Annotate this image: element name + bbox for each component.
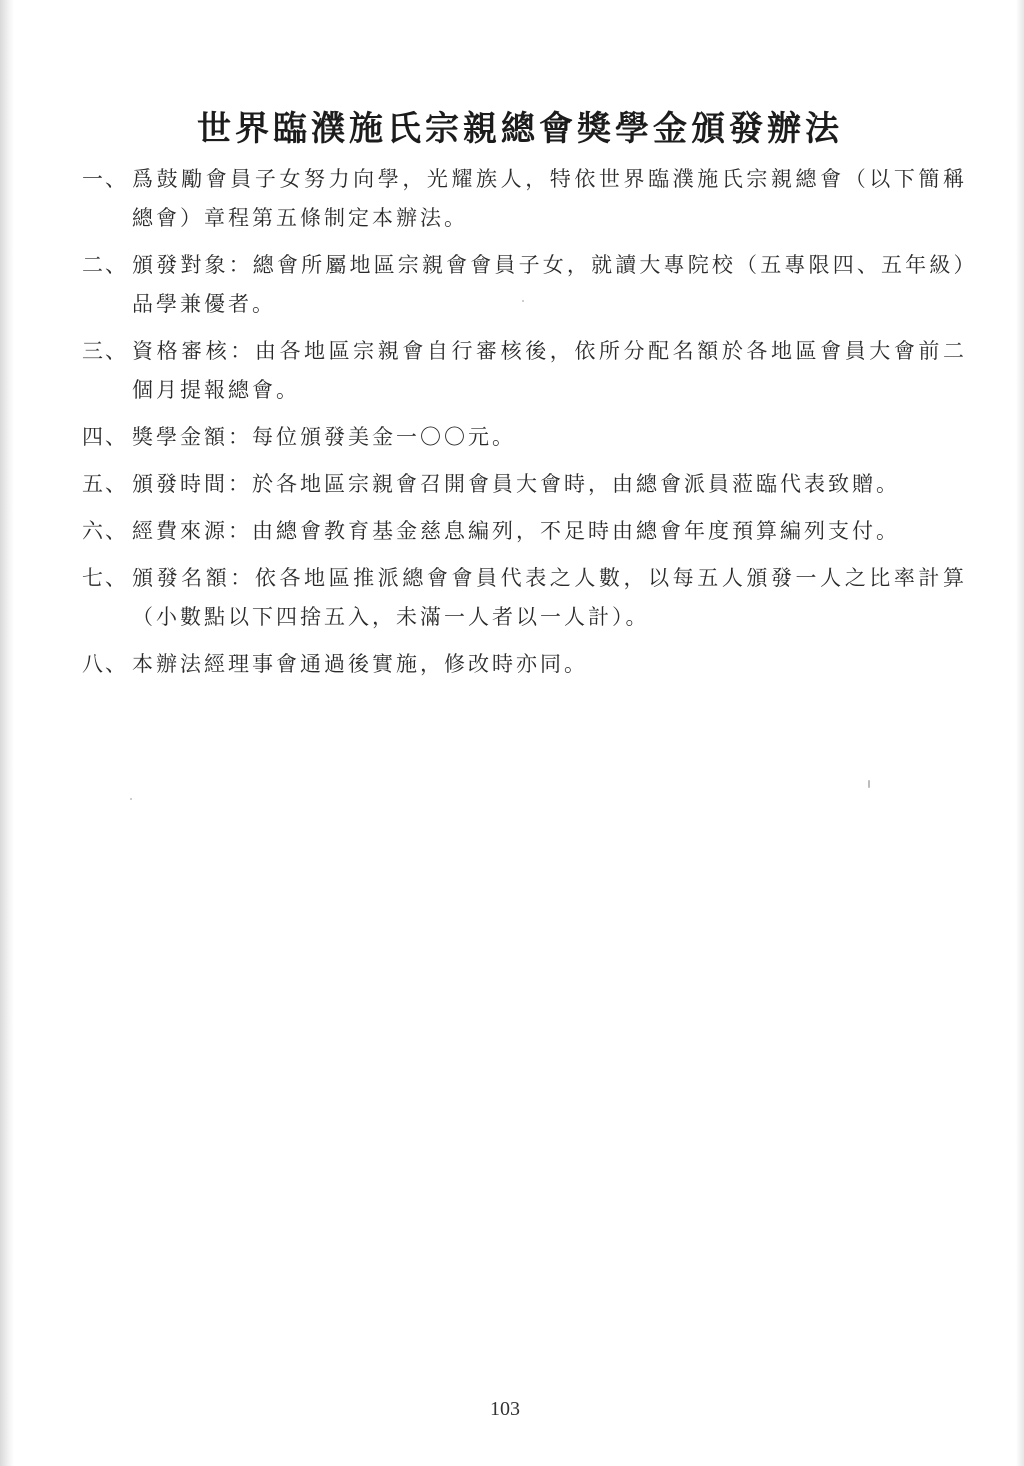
article-list bbox=[82, 160, 967, 692]
article-item bbox=[82, 645, 967, 684]
scan-speck bbox=[130, 798, 132, 800]
document-title: 世界臨濮施氏宗親總會獎學金頒發辦法 bbox=[197, 108, 843, 149]
article-number: 八、 bbox=[82, 652, 128, 676]
article-number: 七、 bbox=[82, 566, 128, 590]
article-text: 獎學金額：每位頒發美金一〇〇元。 bbox=[132, 425, 516, 449]
article-number: 五、 bbox=[82, 472, 128, 496]
article-number: 六、 bbox=[82, 519, 128, 543]
article-item bbox=[82, 418, 967, 457]
page-right-shadow bbox=[1016, 0, 1024, 1466]
article-item bbox=[82, 559, 967, 637]
page-left-shadow bbox=[0, 0, 14, 1466]
scan-speck bbox=[868, 780, 870, 788]
article-text: 頒發時間：於各地區宗親會召開會員大會時，由總會派員蒞臨代表致贈。 bbox=[132, 472, 900, 496]
article-item bbox=[82, 332, 967, 410]
article-text: 頒發對象：總會所屬地區宗親會會員子女，就讀大專院校（五專限四、五年級）品學兼優者。 bbox=[132, 253, 967, 316]
page-number: 103 bbox=[490, 1398, 520, 1420]
article-number: 一、 bbox=[82, 167, 128, 191]
article-item bbox=[82, 160, 967, 238]
article-text: 頒發名額：依各地區推派總會會員代表之人數，以每五人頒發一人之比率計算（小數點以下四捨五入，未滿一人者以一人計）。 bbox=[132, 566, 967, 629]
article-number: 二、 bbox=[82, 253, 128, 277]
article-text: 爲鼓勵會員子女努力向學，光耀族人，特依世界臨濮施氏宗親總會（以下簡稱總會）章程第五條制定本辦法。 bbox=[132, 167, 967, 230]
article-number: 三、 bbox=[82, 339, 128, 363]
article-item bbox=[82, 246, 967, 324]
article-number: 四、 bbox=[82, 425, 128, 449]
article-text: 本辦法經理事會通過後實施，修改時亦同。 bbox=[132, 652, 588, 676]
article-item bbox=[82, 465, 967, 504]
article-item bbox=[82, 512, 967, 551]
scan-speck bbox=[522, 300, 524, 302]
article-text: 經費來源：由總會教育基金慈息編列，不足時由總會年度預算編列支付。 bbox=[132, 519, 900, 543]
article-text: 資格審核：由各地區宗親會自行審核後，依所分配名額於各地區會員大會前二個月提報總會。 bbox=[132, 339, 967, 402]
